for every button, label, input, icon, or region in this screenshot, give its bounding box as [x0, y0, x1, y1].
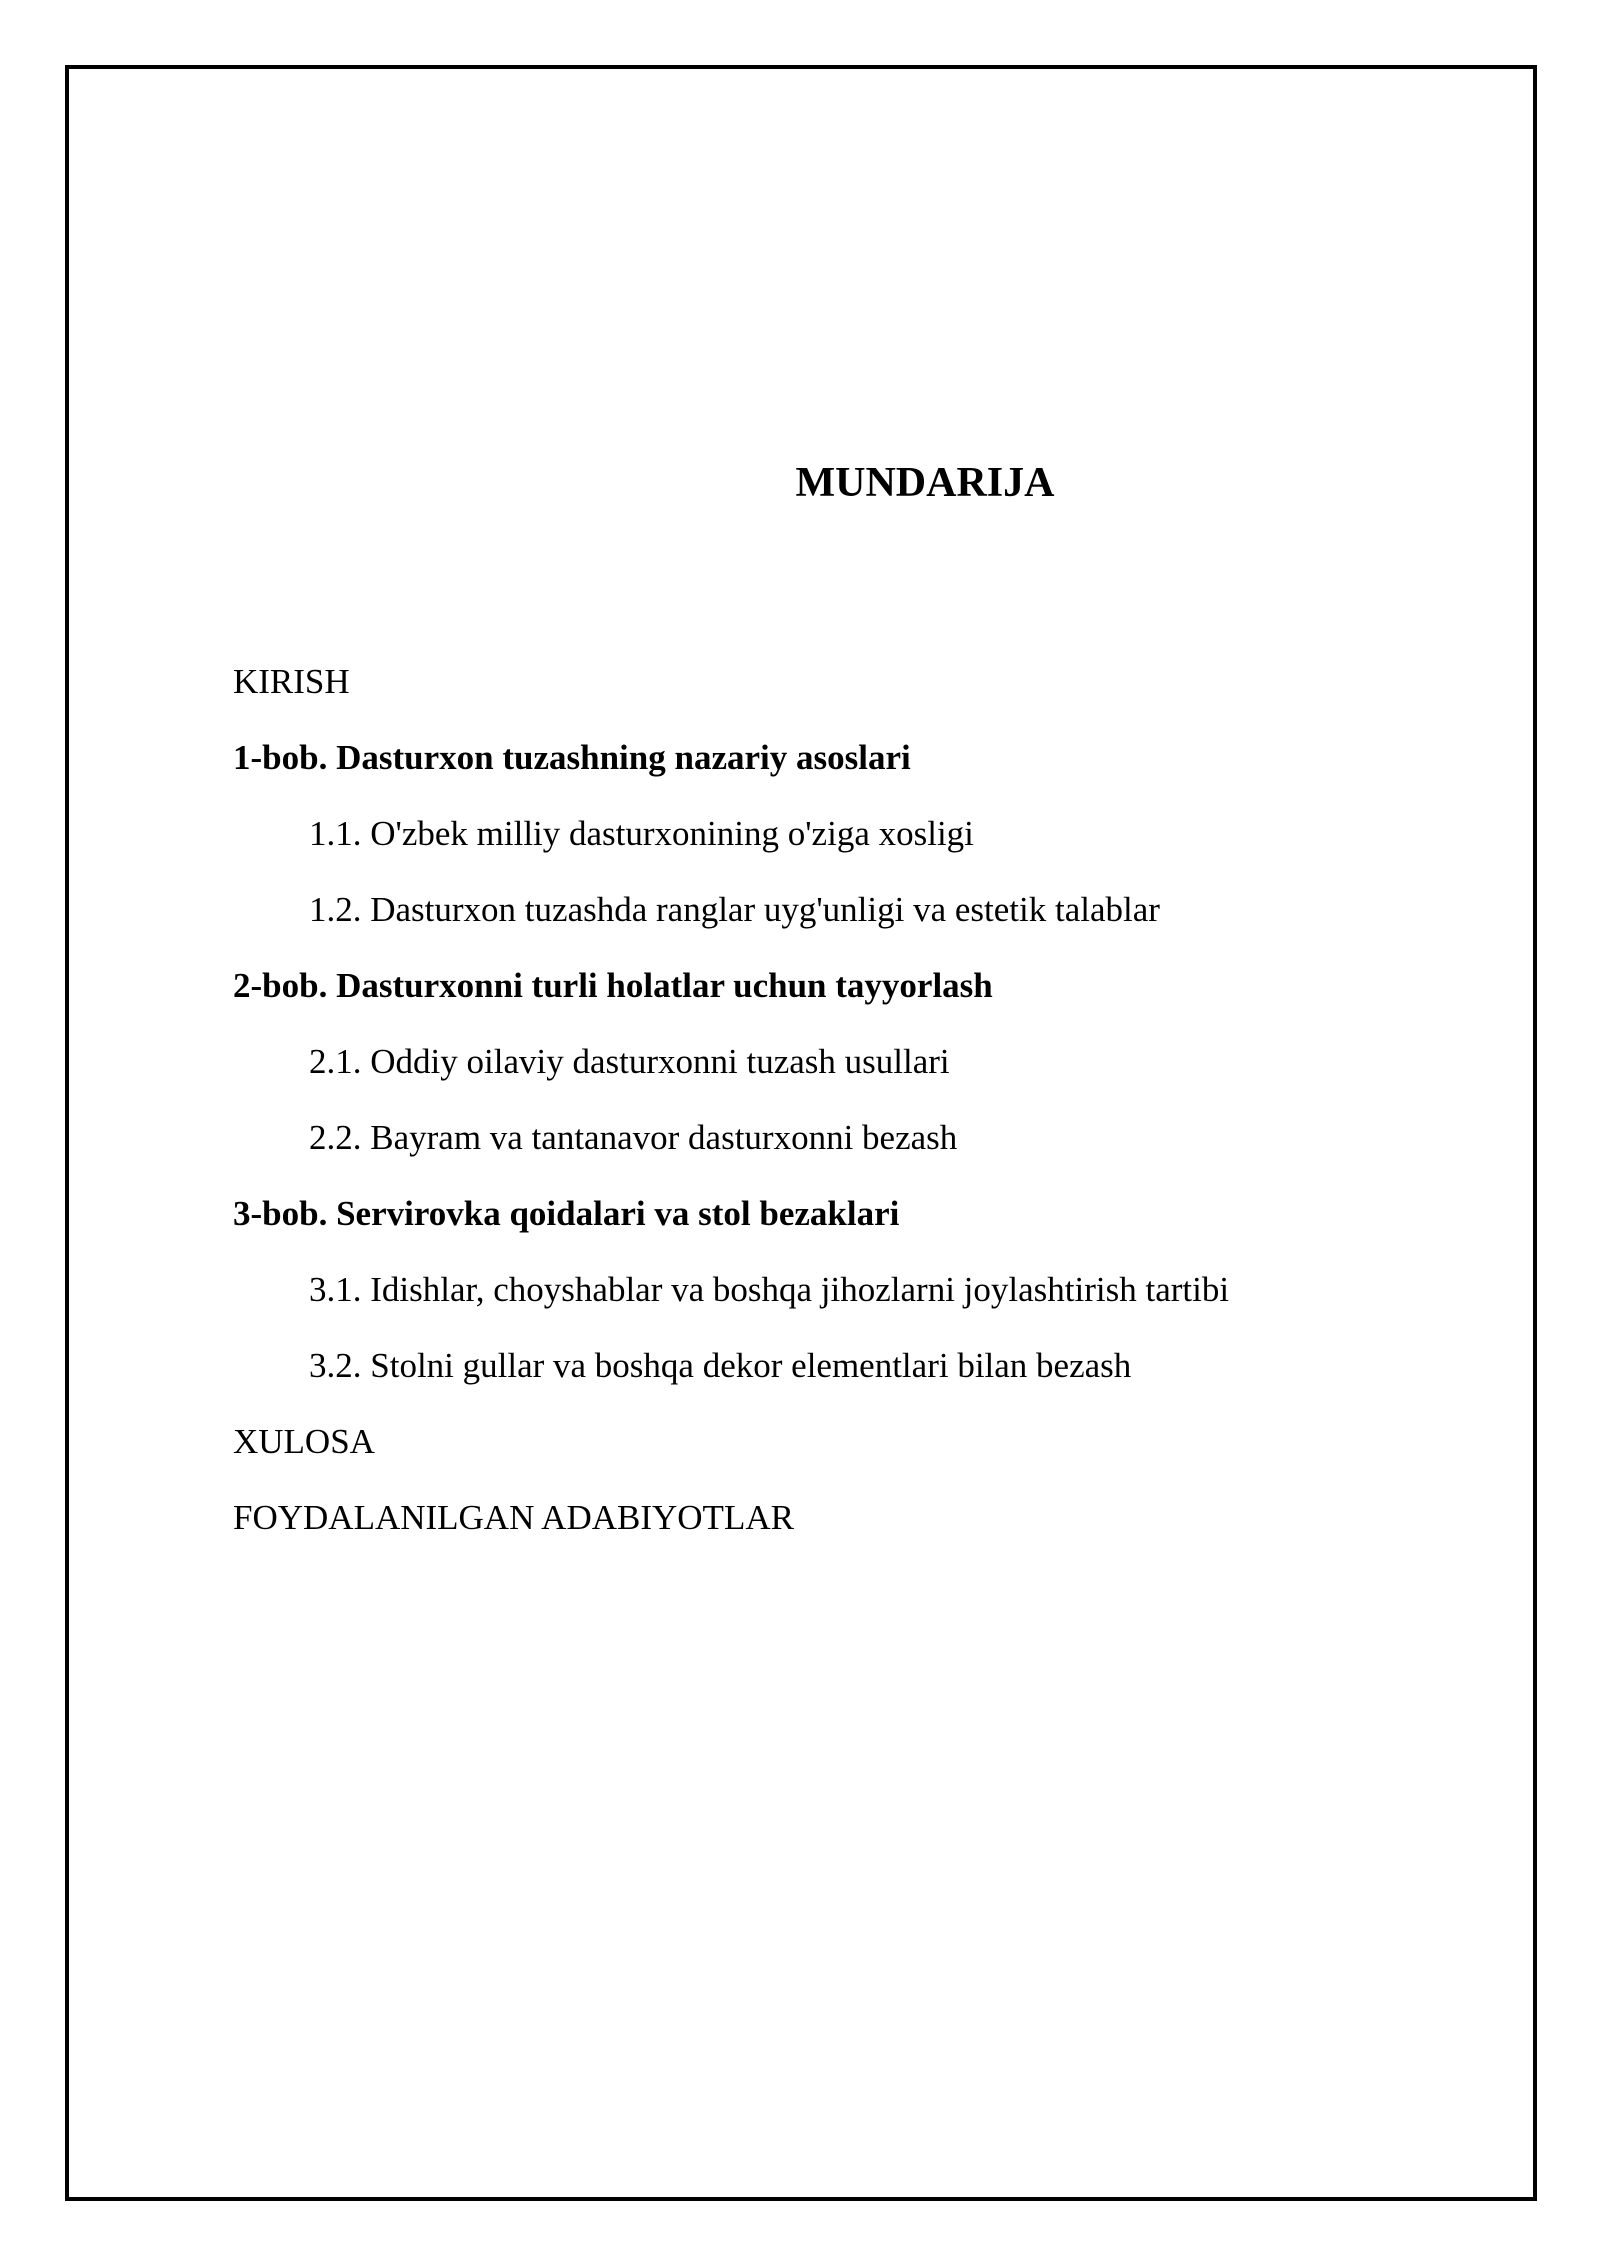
toc-entry-adabiyotlar: FOYDALANILGAN ADABIYOTLAR	[233, 1498, 794, 1537]
toc-entry-xulosa: XULOSA	[233, 1422, 375, 1461]
table-of-contents	[233, 644, 1229, 1556]
toc-section-1-2: 1.2. Dasturxon tuzashda ranglar uyg'unligi va estetik talablar	[309, 890, 1160, 929]
toc-section-3-2: 3.2. Stolni gullar va boshqa dekor elementlari bilan bezash	[309, 1346, 1132, 1385]
toc-chapter-2: 2-bob. Dasturxonni turli holatlar uchun tayyorlash	[233, 966, 993, 1005]
toc-section-2-1: 2.1. Oddiy oilaviy dasturxonni tuzash usullari	[309, 1042, 950, 1081]
page-frame	[65, 65, 1537, 2201]
toc-entry-kirish: KIRISH	[233, 662, 350, 701]
toc-chapter-1: 1-bob. Dasturxon tuzashning nazariy asoslari	[233, 738, 911, 777]
page-title: MUNDARIJA	[795, 460, 1055, 506]
toc-chapter-3: 3-bob. Servirovka qoidalari va stol bezaklari	[233, 1194, 900, 1233]
toc-section-2-2: 2.2. Bayram va tantanavor dasturxonni bezash	[309, 1118, 958, 1157]
toc-section-1-1: 1.1. O'zbek milliy dasturxonining o'ziga xosligi	[309, 814, 974, 853]
toc-section-3-1: 3.1. Idishlar, choyshablar va boshqa jihozlarni joylashtirish tartibi	[309, 1270, 1230, 1309]
